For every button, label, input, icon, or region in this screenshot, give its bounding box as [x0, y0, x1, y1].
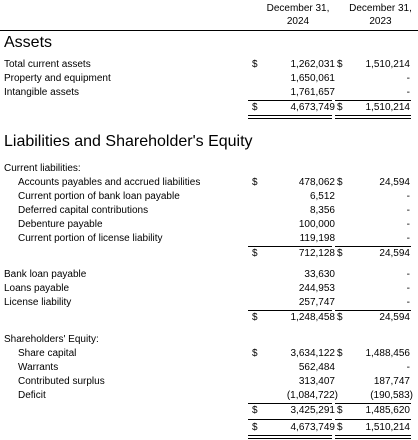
- total-double-line-2024: [248, 435, 332, 439]
- liability-row: [0, 296, 418, 310]
- liability-row: [0, 204, 418, 218]
- total-double-line-2023: [335, 115, 411, 119]
- header-2024: [258, 2, 338, 28]
- row-label: Warrants: [18, 362, 59, 373]
- row-label: Bank loan payable: [4, 269, 87, 280]
- row-label: Property and equipment: [4, 73, 111, 84]
- equity-row: [0, 375, 418, 389]
- row-label: Contributed surplus: [18, 376, 105, 387]
- value-2024: 100,000: [298, 219, 335, 230]
- value-2023: 1,485,620: [365, 405, 410, 416]
- value-2023: 1,510,214: [365, 59, 410, 70]
- currency-2024: $: [252, 248, 258, 259]
- value-2023: (190,583): [370, 390, 413, 401]
- assets-total-row: [0, 101, 418, 115]
- liability-row: [0, 176, 418, 190]
- value-2023: -: [406, 297, 410, 308]
- asset-row: [0, 86, 418, 100]
- equity-row: [0, 347, 418, 361]
- subtotal-line-2024: [248, 419, 332, 420]
- row-label: Deferred capital contributions: [18, 205, 149, 216]
- value-2024: 1,761,657: [290, 87, 335, 98]
- value-2023: -: [406, 73, 410, 84]
- equity-row: [0, 389, 418, 403]
- current-liabilities-total-row: [0, 247, 418, 261]
- value-2023: -: [406, 191, 410, 202]
- row-label: Accounts payables and accrued liabilities: [18, 177, 201, 188]
- currency-2023: $: [337, 102, 343, 113]
- currency-2023: $: [337, 177, 343, 188]
- header-underline: [0, 30, 418, 31]
- currency-2024: $: [252, 422, 258, 433]
- row-label: Current portion of license liability: [18, 233, 163, 244]
- row-label: Deficit: [18, 390, 46, 401]
- value-2023: 24,594: [379, 248, 410, 259]
- value-2024: 119,198: [299, 233, 335, 244]
- liability-row: [0, 232, 418, 246]
- currency-2024: $: [252, 177, 258, 188]
- value-2023: -: [406, 205, 410, 216]
- currency-2023: $: [337, 405, 343, 416]
- header-2024-line2: 2024: [286, 16, 310, 27]
- liabilities-total-row: [0, 311, 418, 325]
- currency-2023: $: [337, 312, 343, 323]
- liability-row: [0, 282, 418, 296]
- row-label: Loans payable: [4, 283, 70, 294]
- value-2024: 3,425,291: [290, 405, 335, 416]
- equity-heading-row: [0, 333, 418, 347]
- row-label: Debenture payable: [18, 219, 103, 230]
- row-label: Share capital: [18, 348, 77, 359]
- current-liabilities-heading: Current liabilities:: [4, 163, 81, 174]
- row-label: Total current assets: [4, 59, 91, 70]
- currency-2024: $: [252, 405, 258, 416]
- currency-2023: $: [337, 59, 343, 70]
- value-2024: 6,512: [309, 191, 335, 202]
- currency-2023: $: [337, 348, 343, 359]
- value-2024: 4,673,749: [290, 102, 335, 113]
- value-2023: 1,510,214: [365, 102, 410, 113]
- liability-row: [0, 268, 418, 282]
- value-2023: -: [406, 233, 410, 244]
- liabilities-title: Liabilities and Shareholder's Equity: [4, 133, 253, 150]
- currency-2023: $: [337, 248, 343, 259]
- value-2023: -: [406, 283, 410, 294]
- value-2024: 3,634,122: [290, 348, 335, 359]
- current-liabilities-heading-row: [0, 162, 418, 176]
- currency-2023: $: [337, 422, 343, 433]
- value-2024: 33,630: [304, 269, 335, 280]
- equity-row: [0, 361, 418, 375]
- value-2024: 478,062: [298, 177, 335, 188]
- header-2023-line2: 2023: [369, 16, 392, 27]
- header-2024-line1: December 31,: [266, 3, 330, 14]
- currency-2024: $: [252, 312, 258, 323]
- header-2023-line1: December 31,: [349, 3, 412, 14]
- value-2024: 313,407: [298, 376, 335, 387]
- currency-2024: $: [252, 102, 258, 113]
- value-2023: -: [406, 269, 410, 280]
- value-2024: 712,128: [298, 248, 335, 259]
- value-2024: 1,248,458: [290, 312, 335, 323]
- value-2023: -: [406, 87, 410, 98]
- value-2023: -: [406, 362, 410, 373]
- row-label: License liability: [4, 297, 72, 308]
- value-2023: 24,594: [379, 312, 410, 323]
- subtotal-line-2023: [335, 419, 411, 420]
- value-2023: 1,510,214: [365, 422, 410, 433]
- equity-heading: Shareholders' Equity:: [4, 334, 99, 345]
- value-2024: 4,673,749: [290, 422, 335, 433]
- value-2024: 1,262,031: [290, 59, 335, 70]
- currency-2024: $: [252, 348, 258, 359]
- row-label: Current portion of bank loan payable: [18, 191, 180, 202]
- value-2024: 1,650,061: [290, 73, 335, 84]
- asset-row: [0, 58, 418, 72]
- total-double-line-2023: [335, 435, 411, 439]
- value-2023: -: [406, 219, 410, 230]
- liability-row: [0, 190, 418, 204]
- header-2023: [343, 2, 418, 28]
- equity-total-row: [0, 404, 418, 418]
- assets-title: Assets: [4, 34, 53, 51]
- value-2023: 1,488,456: [365, 348, 410, 359]
- row-label: Intangible assets: [4, 87, 80, 98]
- value-2024: 562,484: [298, 362, 335, 373]
- value-2023: 187,747: [373, 376, 410, 387]
- value-2024: 8,356: [309, 205, 335, 216]
- asset-row: [0, 72, 418, 86]
- value-2024: (1,084,722): [286, 390, 338, 401]
- liability-row: [0, 218, 418, 232]
- currency-2024: $: [252, 59, 258, 70]
- value-2024: 244,953: [298, 283, 335, 294]
- grand-total-row: [0, 421, 418, 435]
- value-2024: 257,747: [298, 297, 335, 308]
- value-2023: 24,594: [379, 177, 410, 188]
- total-double-line-2024: [248, 115, 332, 119]
